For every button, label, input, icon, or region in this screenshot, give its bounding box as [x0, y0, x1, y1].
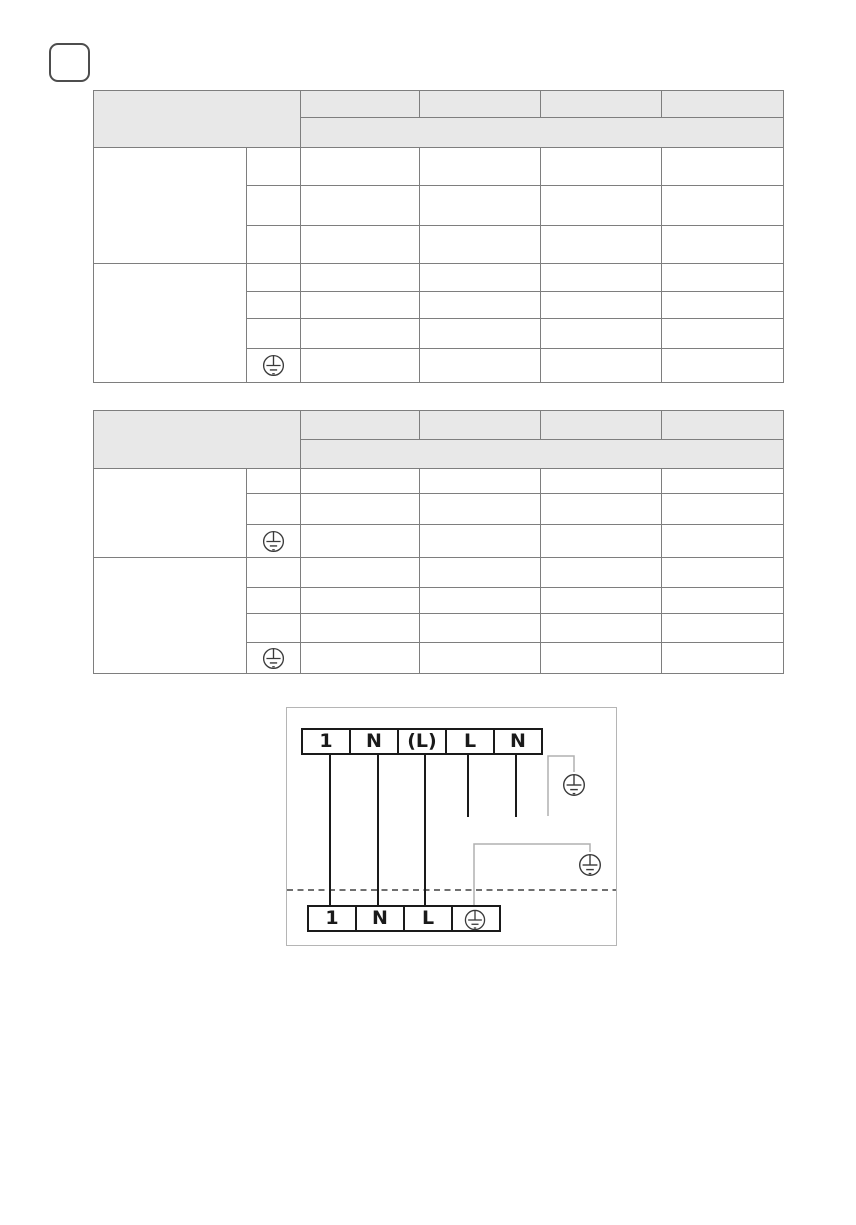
table-row — [94, 558, 784, 588]
marker-box — [49, 43, 90, 82]
empty-cell — [662, 469, 784, 494]
empty-cell — [662, 264, 784, 292]
empty-cell — [541, 614, 662, 643]
sub-cell — [247, 292, 301, 319]
empty-cell — [301, 226, 420, 264]
protective-earth-icon — [262, 645, 285, 672]
group1-label-cell — [94, 469, 247, 558]
empty-cell — [301, 614, 420, 643]
empty-cell — [420, 643, 541, 674]
bottom-terminal-block — [307, 905, 501, 932]
group1-label-cell — [94, 148, 247, 264]
empty-cell — [301, 349, 420, 383]
empty-cell — [420, 226, 541, 264]
spec-table-2 — [93, 410, 784, 674]
empty-cell — [662, 226, 784, 264]
sub-cell — [247, 264, 301, 292]
table-row — [94, 411, 784, 440]
empty-cell — [541, 588, 662, 614]
terminal-cell: (L) — [397, 728, 447, 755]
protective-earth-icon — [262, 352, 285, 379]
header-left-cell — [94, 91, 301, 148]
empty-cell — [662, 292, 784, 319]
header-col-cell — [420, 411, 541, 440]
empty-cell — [662, 186, 784, 226]
sub-cell — [247, 186, 301, 226]
terminal-cell: 1 — [301, 728, 351, 755]
sub-cell — [247, 588, 301, 614]
earth-wire-lower — [474, 844, 590, 905]
empty-cell — [420, 558, 541, 588]
sub-cell — [247, 494, 301, 525]
empty-cell — [420, 494, 541, 525]
empty-cell — [301, 469, 420, 494]
protective-earth-icon — [580, 855, 601, 876]
empty-cell — [420, 148, 541, 186]
wiring-diagram — [286, 707, 617, 946]
terminal-cell: N — [355, 905, 405, 932]
empty-cell — [541, 643, 662, 674]
empty-cell — [541, 319, 662, 349]
empty-cell — [662, 494, 784, 525]
empty-cell — [301, 148, 420, 186]
empty-cell — [662, 148, 784, 186]
empty-cell — [541, 292, 662, 319]
empty-cell — [662, 525, 784, 558]
empty-cell — [420, 469, 541, 494]
table-row — [94, 469, 784, 494]
table-row — [94, 91, 784, 118]
header-col-cell — [541, 91, 662, 118]
earth-cell — [247, 525, 301, 558]
empty-cell — [420, 614, 541, 643]
header-col-cell — [662, 91, 784, 118]
header-left-cell — [94, 411, 301, 469]
empty-cell — [301, 186, 420, 226]
gray-earth-wires — [474, 756, 590, 905]
terminal-cell: N — [493, 728, 543, 755]
sub-cell — [247, 614, 301, 643]
empty-cell — [301, 264, 420, 292]
table-row — [94, 148, 784, 186]
empty-cell — [420, 292, 541, 319]
header-merged-cell — [301, 440, 784, 469]
top-terminal-block — [301, 728, 543, 755]
empty-cell — [662, 614, 784, 643]
empty-cell — [420, 588, 541, 614]
empty-cell — [541, 494, 662, 525]
empty-cell — [541, 558, 662, 588]
empty-cell — [301, 319, 420, 349]
empty-cell — [301, 292, 420, 319]
empty-cell — [662, 558, 784, 588]
empty-cell — [662, 643, 784, 674]
sub-cell — [247, 319, 301, 349]
sub-cell — [247, 226, 301, 264]
empty-cell — [420, 319, 541, 349]
sub-cell — [247, 469, 301, 494]
terminal-cell: N — [349, 728, 399, 755]
protective-earth-icon — [262, 528, 285, 555]
earth-cell — [247, 643, 301, 674]
header-col-cell — [420, 91, 541, 118]
header-col-cell — [662, 411, 784, 440]
header-col-cell — [541, 411, 662, 440]
earth-wire-upper — [548, 756, 574, 816]
terminal-cell: L — [445, 728, 495, 755]
terminal-cell: 1 — [307, 905, 357, 932]
header-col-cell — [301, 411, 420, 440]
sub-cell — [247, 148, 301, 186]
empty-cell — [541, 226, 662, 264]
header-merged-cell — [301, 118, 784, 148]
empty-cell — [420, 349, 541, 383]
empty-cell — [541, 264, 662, 292]
empty-cell — [301, 558, 420, 588]
group2-label-cell — [94, 264, 247, 383]
empty-cell — [420, 186, 541, 226]
spec-table-1 — [93, 90, 784, 383]
earth-cell — [247, 349, 301, 383]
terminal-earth-cell — [451, 905, 501, 932]
empty-cell — [662, 588, 784, 614]
empty-cell — [301, 494, 420, 525]
header-col-cell — [301, 91, 420, 118]
black-wires — [330, 755, 516, 905]
empty-cell — [541, 349, 662, 383]
empty-cell — [541, 148, 662, 186]
protective-earth-icon — [564, 775, 585, 796]
empty-cell — [541, 525, 662, 558]
sub-cell — [247, 558, 301, 588]
empty-cell — [541, 186, 662, 226]
empty-cell — [420, 525, 541, 558]
empty-cell — [420, 264, 541, 292]
empty-cell — [541, 469, 662, 494]
empty-cell — [662, 349, 784, 383]
empty-cell — [301, 588, 420, 614]
empty-cell — [301, 643, 420, 674]
table-row — [94, 264, 784, 292]
empty-cell — [301, 525, 420, 558]
terminal-cell: L — [403, 905, 453, 932]
group2-label-cell — [94, 558, 247, 674]
empty-cell — [662, 319, 784, 349]
